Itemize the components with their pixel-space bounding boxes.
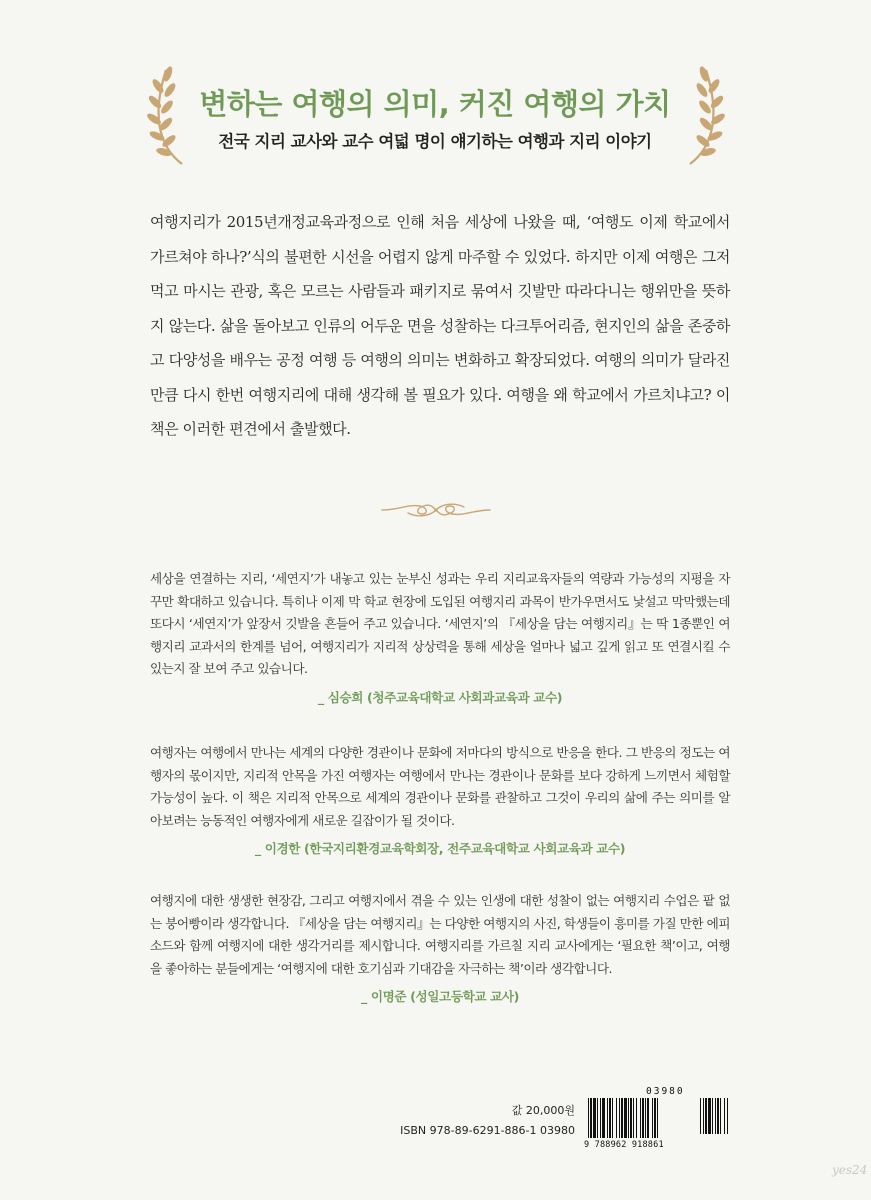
review-1: [150, 568, 730, 706]
subheadline: 전국 지리 교사와 교수 여덟 명이 얘기하는 여행과 지리 이야기: [218, 132, 652, 151]
barcode-digits: 9 788962 918861: [584, 1140, 664, 1150]
barcode-addon-bar: [717, 1098, 719, 1134]
barcode-bar: [590, 1098, 592, 1138]
barcode-addon-bar: [705, 1098, 707, 1134]
watermark: yes24: [832, 1163, 868, 1177]
barcode-bar: [636, 1098, 637, 1138]
review-author: _ 이경한 (한국지리환경교육학회장, 전주교육대학교 사회교육과 교수): [254, 841, 626, 856]
barcode-bar: [607, 1098, 608, 1138]
barcode-addon-bar: [712, 1098, 713, 1134]
barcode-bar: [616, 1098, 617, 1138]
barcode-bar: [647, 1098, 649, 1138]
barcode-bar: [657, 1098, 658, 1138]
barcode-bar: [597, 1098, 598, 1138]
barcode-addon-bar: [727, 1098, 728, 1134]
review-text: 세상을 연결하는 지리, ‘세연지’가 내놓고 있는 눈부신 성과는 우리 지리교육자들의 역량과 가능성의 지평을 자꾸만 확대하고 있습니다. 특히나 이제 막 학교 현장에 도입된 여행지리 과목이 반가우면서도 낯설고 막막했는데 또다시 ‘세연지’가 앞장서 깃발을 흔들어 주고 있습니다. ‘세연지’의 『세상을 담는 여행지리』는 딱 1종뿐인 여행지리 교과서의 한계를 넘어, 여행지리가 지리적 상상력을 통해 세상을 얼마나 넓고 깊게 읽고 또 연결시킬 수 있는지 잘 보여 주고 있습니다.: [150, 571, 730, 676]
headline: 변하는 여행의 의미, 커진 여행의 가치: [199, 87, 671, 121]
isbn-barcode-icon: [584, 1098, 730, 1142]
barcode-bar: [654, 1098, 656, 1138]
review-author: _ 이명준 (성일고등학교 교사): [361, 989, 519, 1004]
divider-ornament-icon: [378, 498, 494, 522]
barcode-addon-bar: [708, 1098, 711, 1134]
price-label: 값 20,000원: [511, 1104, 575, 1117]
barcode-addon-bar: [720, 1098, 721, 1134]
review-author: _ 심승희 (청주교육대학교 사회과교육과 교수): [317, 689, 563, 705]
review-text: 여행자는 여행에서 만나는 세계의 다양한 경관이나 문화에 저마다의 방식으로 반응을 한다. 그 반응의 정도는 여행자의 몫이지만, 지리적 안목을 가진 여행자는 여행에서 만나는 경관이나 문화를 보다 강하게 느끼면서 체험할 가능성이 높다. 이 책은 지리적 안목으로 세계의 경관이나 문화를 관찰하고 그것이 우리의 삶에 주는 의미를 알아보려는 능동적인 여행자에게 새로운 길잡이가 될 것이다.: [150, 745, 730, 828]
barcode-bar: [609, 1098, 611, 1138]
barcode-addon-bar: [724, 1098, 725, 1134]
barcode-bar: [602, 1098, 605, 1138]
barcode-addon-digits: 03980: [646, 1086, 685, 1097]
review-3: [150, 890, 730, 1005]
barcode-bar: [645, 1098, 646, 1138]
isbn-label: ISBN 978-89-6291-886-1 03980: [400, 1124, 575, 1137]
barcode-bar: [624, 1098, 627, 1138]
barcode-bar: [600, 1098, 601, 1138]
review-text: 여행지에 대한 생생한 현장감, 그리고 여행지에서 겪을 수 있는 인생에 대한 성찰이 없는 여행지리 수업은 팥 없는 붕어빵이라 생각합니다. 『세상을 담는 여행지리』는 다양한 여행지의 사진, 학생들이 흥미를 가질 만한 에피소드와 함께 여행지에 대한 생각거리를 제시합니다. 여행지리를 가르칠 지리 교사에게는 ‘필요한 책’이고, 여행을 좋아하는 분들에게는 ‘여행지에 대한 호기심과 기대감을 자극하는 책’이라 생각합니다.: [150, 893, 730, 976]
barcode-bar: [593, 1098, 596, 1138]
barcode-addon-bar: [715, 1098, 716, 1134]
intro-paragraph: 여행지리가 2015년개정교육과정으로 인해 처음 세상에 나왔을 때, ‘여행도 이제 학교에서 가르쳐야 하나?’식의 불편한 시선을 어렵지 않게 마주할 수 있었다. 하지만 이제 여행은 그저 먹고 마시는 관광, 혹은 모르는 사람들과 패키지로 묶여서 깃발만 따라다니는 행위만을 뜻하지 않는다. 삶을 돌아보고 인류의 어두운 면을 성찰하는 다크투어리즘, 현지인의 삶을 존중하고 다양성을 배우는 공정 여행 등 여행의 의미는 변화하고 확장되었다. 여행의 의미가 달라진 만큼 다시 한번 여행지리에 대해 생각해 볼 필요가 있다. 여행을 왜 학교에서 가르치냐고? 이 책은 이러한 편견에서 출발했다.: [150, 213, 730, 438]
barcode-bar: [633, 1098, 634, 1138]
isbn-barcode: [584, 1086, 730, 1166]
barcode-bar: [642, 1098, 644, 1138]
laurel-right-icon: [684, 64, 726, 168]
barcode-bar: [619, 1098, 620, 1138]
barcode-bar: [630, 1098, 632, 1138]
barcode-bar: [588, 1098, 589, 1138]
barcode-bar: [640, 1098, 641, 1138]
review-2: [150, 742, 730, 857]
barcode-bar: [621, 1098, 623, 1138]
barcode-addon-bar: [700, 1098, 701, 1134]
barcode-bar: [628, 1098, 629, 1138]
barcode-addon-bar: [703, 1098, 704, 1134]
barcode-bar: [612, 1098, 613, 1138]
barcode-bar: [652, 1098, 653, 1138]
